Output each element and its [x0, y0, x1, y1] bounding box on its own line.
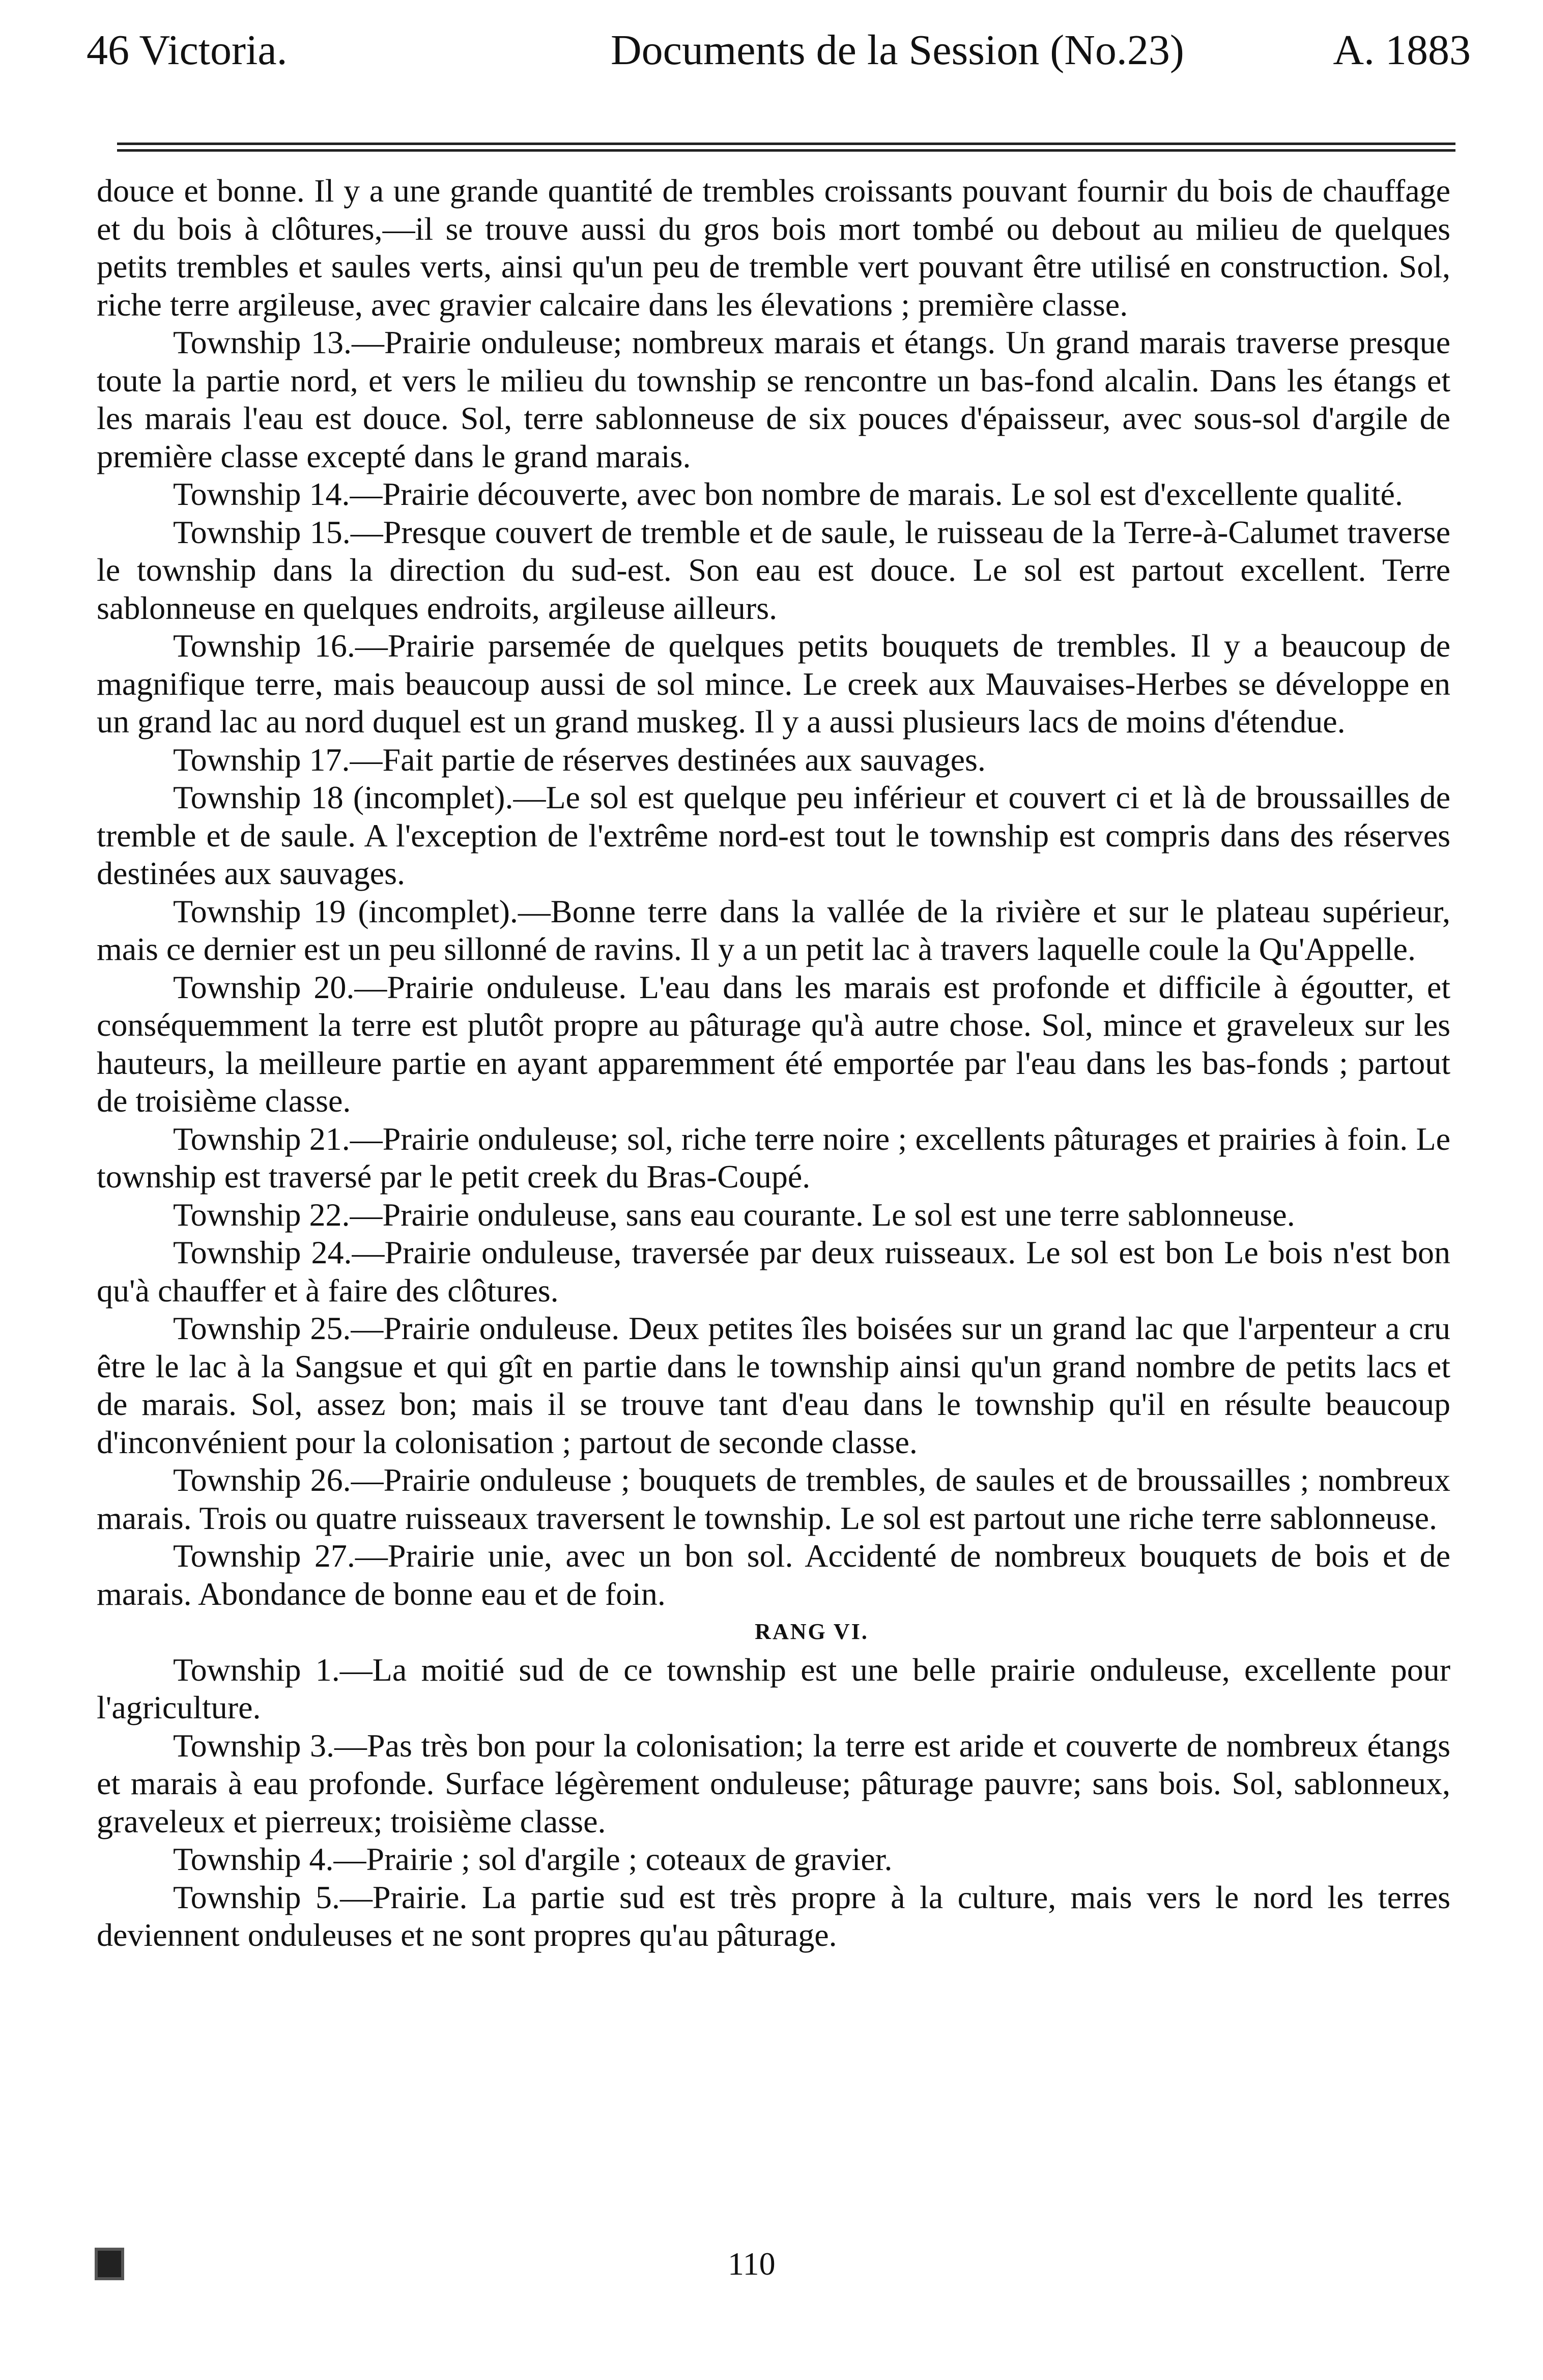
paragraph-township-18: Township 18 (incomplet).—Le sol est quelque peu inférieur et couvert ci et là de broussailles de tremble et de saule. A l'exception de l'extrême nord-est tout le township est compris dans des réserves destinées aux sauvages.: [97, 779, 1450, 891]
header-rule: [117, 143, 1455, 152]
paragraph-rang6-township-1: Township 1.—La moitié sud de ce township est une belle prairie onduleuse, excellente pour l'agriculture.: [97, 1651, 1450, 1725]
paragraph-township-22: Township 22.—Prairie onduleuse, sans eau courante. Le sol est une terre sablonneuse.: [173, 1196, 1295, 1233]
paragraph-township-19: Township 19 (incomplet).—Bonne terre dans la vallée de la rivière et sur le plateau supérieur, mais ce dernier est un peu sillonné de ravins. Il y a un petit lac à travers laquelle coule la Qu'Appelle.: [97, 893, 1450, 967]
header-title: Documents de la Session (No.23): [611, 26, 1184, 74]
paragraph-township-25: Township 25.—Prairie onduleuse. Deux petites îles boisées sur un grand lac que l'arpenteur a cru être le lac à la Sangsue et qui gît en partie dans le township ainsi qu'un grand nombre de petits lacs et de marais. Sol, assez bon; mais il se trouve tant d'eau dans le township qu'il en résulte beaucoup d'inconvénient pour la colonisation ; partout de seconde classe.: [97, 1310, 1450, 1460]
paragraph-rang6-township-3: Township 3.—Pas très bon pour la colonisation; la terre est aride et couverte de nombreux étangs et marais à eau profonde. Surface légèrement onduleuse; pâturage pauvre; sans bois. Sol, sablonneux, graveleux et pierreux; troisième classe.: [97, 1727, 1450, 1839]
paragraph-continuation: douce et bonne. Il y a une grande quantité de trembles croissants pouvant fournir du bois de chauffage et du bois à clôtures,—il se trouve aussi du gros bois mort tombé ou debout au milieu de quelques petits trembles et saules verts, ainsi qu'un peu de tremble vert pouvant être utilisé en construction. Sol, riche terre argileuse, avec gravier calcaire dans les élevations ; première classe.: [97, 173, 1450, 323]
ink-stamp-mark: [95, 2248, 124, 2280]
page-footer: [76, 2244, 1471, 2284]
paragraph-township-14: Township 14.—Prairie découverte, avec bon nombre de marais. Le sol est d'excellente qualité.: [173, 476, 1403, 512]
paragraph-township-21: Township 21.—Prairie onduleuse; sol, riche terre noire ; excellents pâturages et prairies à foin. Le township est traversé par le petit creek du Bras-Coupé.: [97, 1120, 1450, 1195]
page-header: [76, 22, 1471, 78]
paragraph-township-20: Township 20.—Prairie onduleuse. L'eau dans les marais est profonde et difficile à égoutter, et conséquemment la terre est plutôt propre au pâturage qu'à autre chose. Sol, mince et graveleux sur les hauteurs, la meilleure partie en ayant apparemment été emportée par l'eau dans les bas-fonds ; partout de troisième classe.: [97, 969, 1450, 1119]
paragraph-rang6-township-5: Township 5.—Prairie. La partie sud est très propre à la culture, mais vers le nord les terres deviennent onduleuses et ne sont propres qu'au pâturage.: [97, 1879, 1450, 1953]
page-number: 110: [728, 2246, 776, 2282]
main-text: [97, 172, 1450, 1954]
paragraph-township-13: Township 13.—Prairie onduleuse; nombreux marais et étangs. Un grand marais traverse presque toute la partie nord, et vers le milieu du township se rencontre un bas-fond alcalin. Dans les étangs et les marais l'eau est douce. Sol, terre sablonneuse de six pouces d'épaisseur, avec sous-sol d'argile de première classe excepté dans le grand marais.: [97, 324, 1450, 474]
paragraph-township-24: Township 24.—Prairie onduleuse, traversée par deux ruisseaux. Le sol est bon Le bois n'est bon qu'à chauffer et à faire des clôtures.: [97, 1234, 1450, 1309]
paragraph-rang6-township-4: Township 4.—Prairie ; sol d'argile ; coteaux de gravier.: [173, 1841, 893, 1877]
header-year: A. 1883: [1333, 26, 1471, 74]
section-title: RANG VI.: [755, 1619, 869, 1644]
paragraph-township-27: Township 27.—Prairie unie, avec un bon sol. Accidenté de nombreux bouquets de bois et de marais. Abondance de bonne eau et de foin.: [97, 1538, 1450, 1612]
paragraph-township-26: Township 26.—Prairie onduleuse ; bouquets de trembles, de saules et de broussailles ; nombreux marais. Trois ou quatre ruisseaux traversent le township. Le sol est partout une riche terre sablonneuse.: [97, 1462, 1450, 1536]
paragraph-township-15: Township 15.—Presque couvert de tremble et de saule, le ruisseau de la Terre-à-Calumet traverse le township dans la direction du sud-est. Son eau est douce. Le sol est partout excellent. Terre sablonneuse en quelques endroits, argileuse ailleurs.: [97, 514, 1450, 626]
paragraph-township-17: Township 17.—Fait partie de réserves destinées aux sauvages.: [173, 741, 986, 778]
header-volume: 46 Victoria.: [87, 26, 288, 74]
paragraph-township-16: Township 16.—Prairie parsemée de quelques petits bouquets de trembles. Il y a beaucoup de magnifique terre, mais beaucoup aussi de sol mince. Le creek aux Mauvaises-Herbes se développe en un grand lac au nord duquel est un grand muskeg. Il y a aussi plusieurs lacs de moins d'étendue.: [97, 628, 1450, 740]
